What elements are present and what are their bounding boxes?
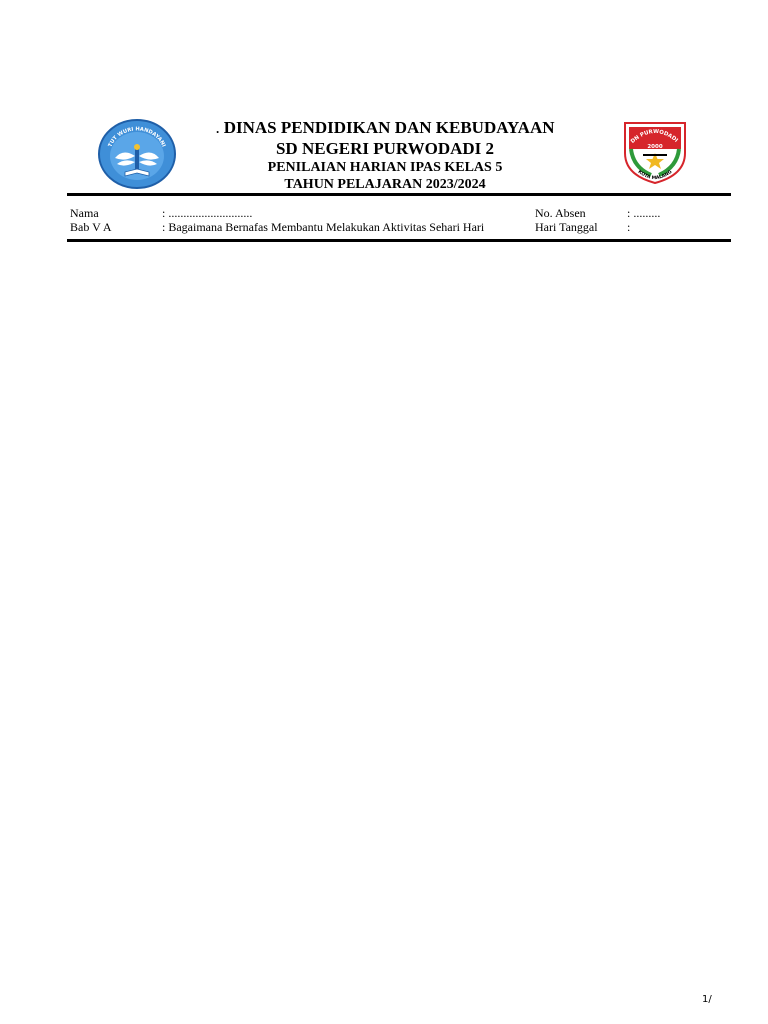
- agency-title: DINAS PENDIDIKAN DAN KEBUDAYAAN: [223, 118, 555, 137]
- chapter-label: Bab V A: [70, 220, 112, 234]
- tut-wuri-handayani-logo: [97, 118, 177, 190]
- academic-year: TAHUN PELAJARAN 2023/2024: [284, 177, 486, 192]
- name-label: Nama: [70, 206, 99, 220]
- assessment-title: PENILAIAN HARIAN IPAS KELAS 5: [267, 160, 503, 175]
- page-number: 1/: [702, 994, 712, 1005]
- absen-label: No. Absen: [535, 206, 586, 220]
- school-name: SD NEGERI PURWODADI 2: [275, 139, 495, 158]
- chapter-value: : Bagaimana Bernafas Membantu Melakukan Aktivitas Sehari Hari: [162, 220, 485, 234]
- logo-bottom-text: KOTA MALANG: [636, 169, 674, 182]
- date-value: :: [627, 220, 631, 234]
- logo-arc-text: TUT WURI HANDAYANI: [107, 126, 167, 149]
- school-logo: [621, 119, 689, 185]
- info-divider: [67, 239, 731, 242]
- header-line-1: [190, 117, 580, 138]
- date-label: Hari Tanggal: [535, 220, 598, 234]
- logo-top-text: DN PURWODADI: [629, 128, 679, 145]
- logo-year: 2000: [647, 144, 663, 150]
- header-titles: [190, 117, 580, 193]
- header-divider: [67, 193, 731, 196]
- name-value: : ............................: [162, 206, 253, 220]
- absen-value: : .........: [627, 206, 661, 220]
- header-dot: .: [215, 118, 220, 137]
